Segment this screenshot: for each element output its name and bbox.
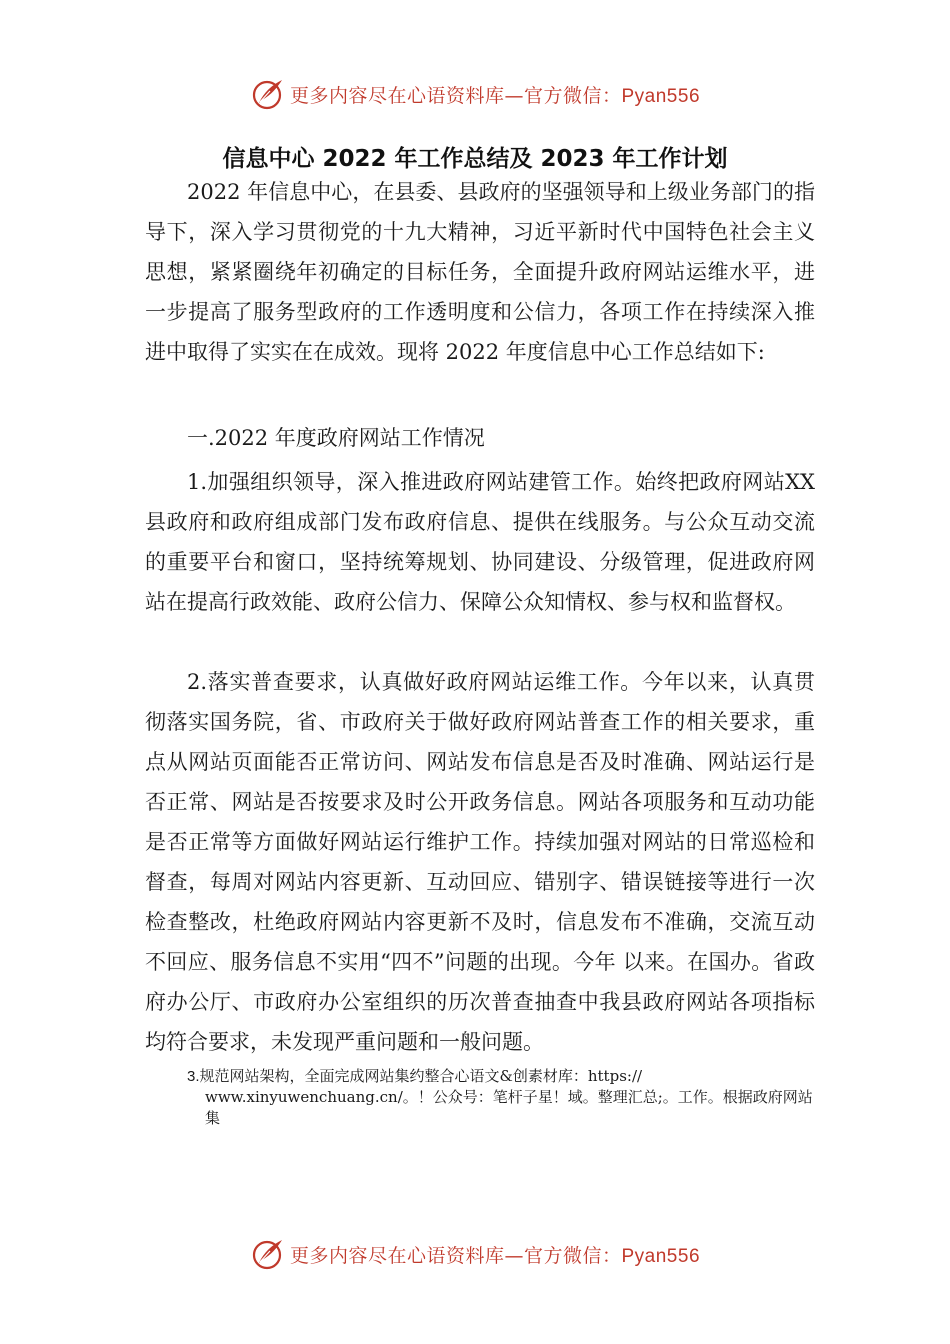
item-continuation: www.xinyuwenchuang.cn/。！公众号：笔杆子星！域。整理汇总;。工作。根据政府网站集	[205, 1088, 813, 1127]
paragraph-item-3	[187, 1066, 817, 1129]
banner-text: 更多内容尽在心语资料库—官方微信：Pyan556	[289, 1244, 701, 1267]
paragraph-item-1: 1.加强组织领导，深入推进政府网站建管工作。始终把政府网站XX 县政府和政府组成部门发布政府信息、提供在线服务。与公众互动交流的重要平台和窗口，坚持统筹规划、协同建设、分级管理，促进政府网站在提高行政效能、政府公信力、保障公众知情权、参与权和监督权。	[145, 470, 815, 614]
document-title: 信息中心 2022 年工作总结及 2023 年工作计划	[222, 146, 728, 172]
footer-banner	[0, 1232, 950, 1276]
section-heading: 一.2022 年度政府网站工作情况	[187, 426, 485, 450]
banner-text: 更多内容尽在心语资料库—官方微信：Pyan556	[289, 84, 701, 107]
quill-logo-icon	[250, 1236, 286, 1272]
item-line-1: 规范网站架构，全面完成网站集约整合心语文&创素材库：https://	[199, 1067, 643, 1085]
header-banner	[0, 72, 950, 116]
item-number: 3.	[187, 1068, 200, 1085]
quill-logo-icon	[250, 76, 286, 112]
paragraph-intro: 2022 年信息中心，在县委、县政府的坚强领导和上级业务部门的指导下，深入学习贯彻党的十九大精神，习近平新时代中国特色社会主义思想，紧紧圈绕年初确定的目标任务，全面提升政府网站运维水平，进一步提高了服务型政府的工作透明度和公信力，各项工作在持续深入推进中取得了实实在在成效。现将 2022 年度信息中心工作总结如下:	[145, 180, 815, 364]
paragraph-item-2: 2.落实普查要求，认真做好政府网站运维工作。今年以来，认真贯彻落实国务院，省、市政府关于做好政府网站普查工作的相关要求，重点从网站页面能否正常访问、网站发布信息是否及时准确、网站运行是否正常、网站是否按要求及时公开政务信息。网站各项服务和互动功能是否正常等方面做好网站运行维护工作。持续加强对网站的日常巡检和督查，每周对网站内容更新、互动回应、错别字、错误链接等进行一次检查整改，杜绝政府网站内容更新不及时，信息发布不准确，交流互动不回应、服务信息不实用“四不”问题的出现。今年 以来。在国办。省政府办公厅、市政府办公室组织的历次普查抽查中我县政府网站各项指标均符合要求，未发现严重问题和一般问题。	[145, 670, 815, 1054]
